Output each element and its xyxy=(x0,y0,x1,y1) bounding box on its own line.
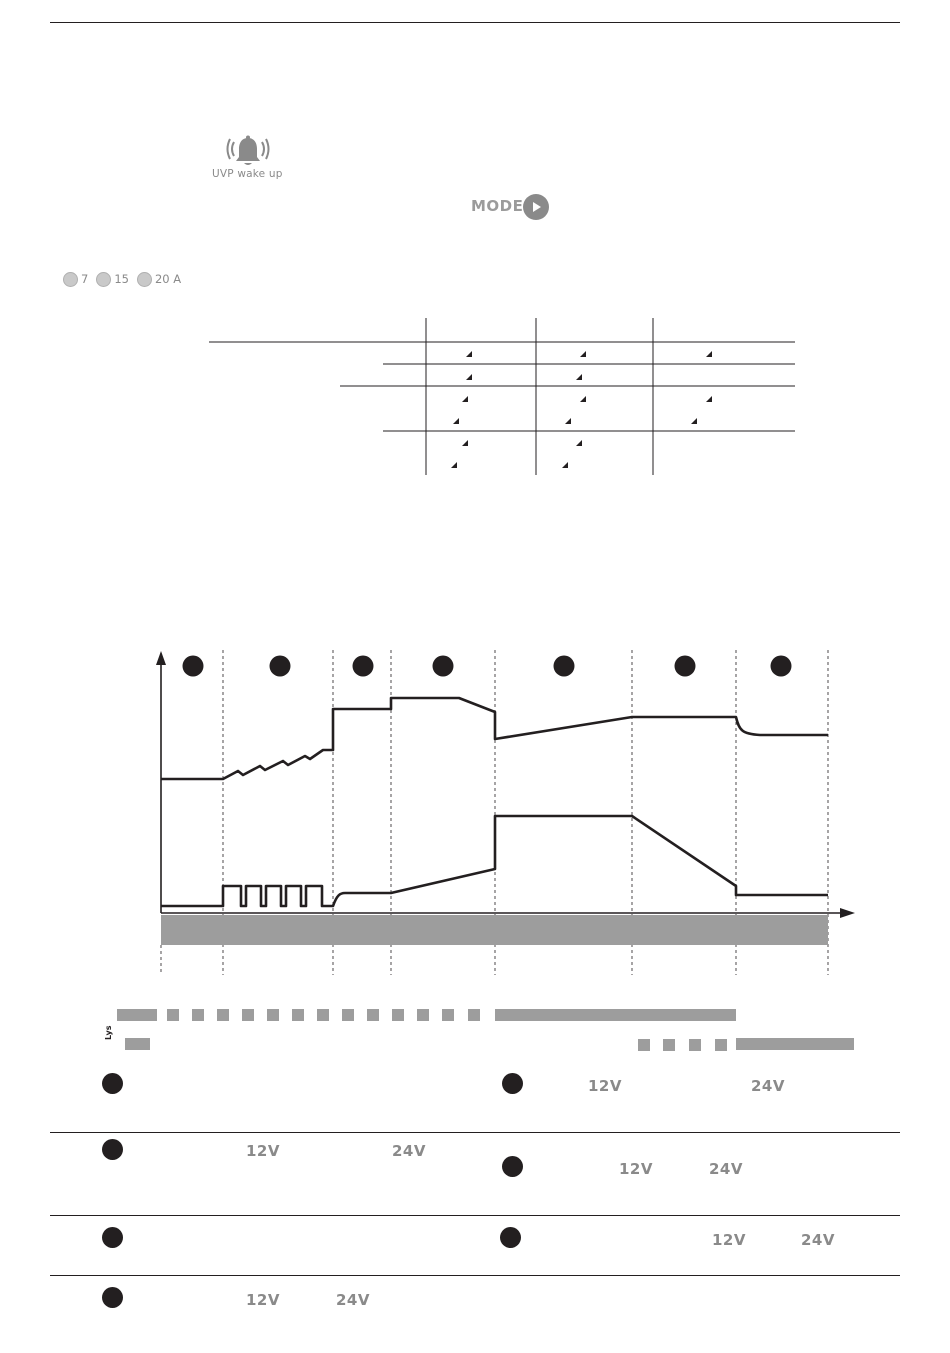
volt-24v: 24V xyxy=(801,1231,835,1249)
current-curve xyxy=(161,816,828,906)
volt-12v: 12V xyxy=(246,1142,280,1160)
chart-axes xyxy=(161,660,845,913)
legend-bullet-4 xyxy=(102,1287,123,1308)
volt-24v: 24V xyxy=(392,1142,426,1160)
volt-12v: 12V xyxy=(712,1231,746,1249)
legend-bullet-1 xyxy=(102,1073,123,1094)
amp-option-label: 7 xyxy=(81,272,89,286)
mode-label: MODE xyxy=(471,197,524,215)
amp-option-label: 15 xyxy=(114,272,129,286)
volt-12v: 12V xyxy=(588,1077,622,1095)
legend-divider xyxy=(50,1275,900,1276)
x-axis-arrow-icon xyxy=(840,908,855,918)
spec-table-marks xyxy=(451,351,712,468)
amp-option-label: 20 A xyxy=(154,272,182,286)
legend-divider xyxy=(50,1215,900,1216)
voltage-curve xyxy=(161,698,828,779)
legend-bullet-2 xyxy=(102,1139,123,1160)
legend-bullet-5 xyxy=(502,1073,523,1094)
y-axis-arrow-icon xyxy=(156,651,166,665)
legend-bullet-3 xyxy=(102,1227,123,1248)
stage-markers xyxy=(183,656,792,677)
volt-12v: 12V xyxy=(246,1291,280,1309)
light-indicator-row-1 xyxy=(117,1009,736,1021)
volt-24v: 24V xyxy=(709,1160,743,1178)
legend-divider xyxy=(50,1132,900,1133)
uvp-wake-up-label: UVP wake up xyxy=(212,168,283,180)
volt-24v: 24V xyxy=(336,1291,370,1309)
spec-table-grid xyxy=(209,318,795,475)
light-axis-label: Lys xyxy=(104,1025,113,1040)
light-indicator-row-2 xyxy=(125,1038,854,1051)
legend-bullet-7 xyxy=(500,1227,521,1248)
volt-24v: 24V xyxy=(751,1077,785,1095)
legend-bullet-6 xyxy=(502,1156,523,1177)
volt-12v: 12V xyxy=(619,1160,653,1178)
timeline-band xyxy=(161,915,828,945)
